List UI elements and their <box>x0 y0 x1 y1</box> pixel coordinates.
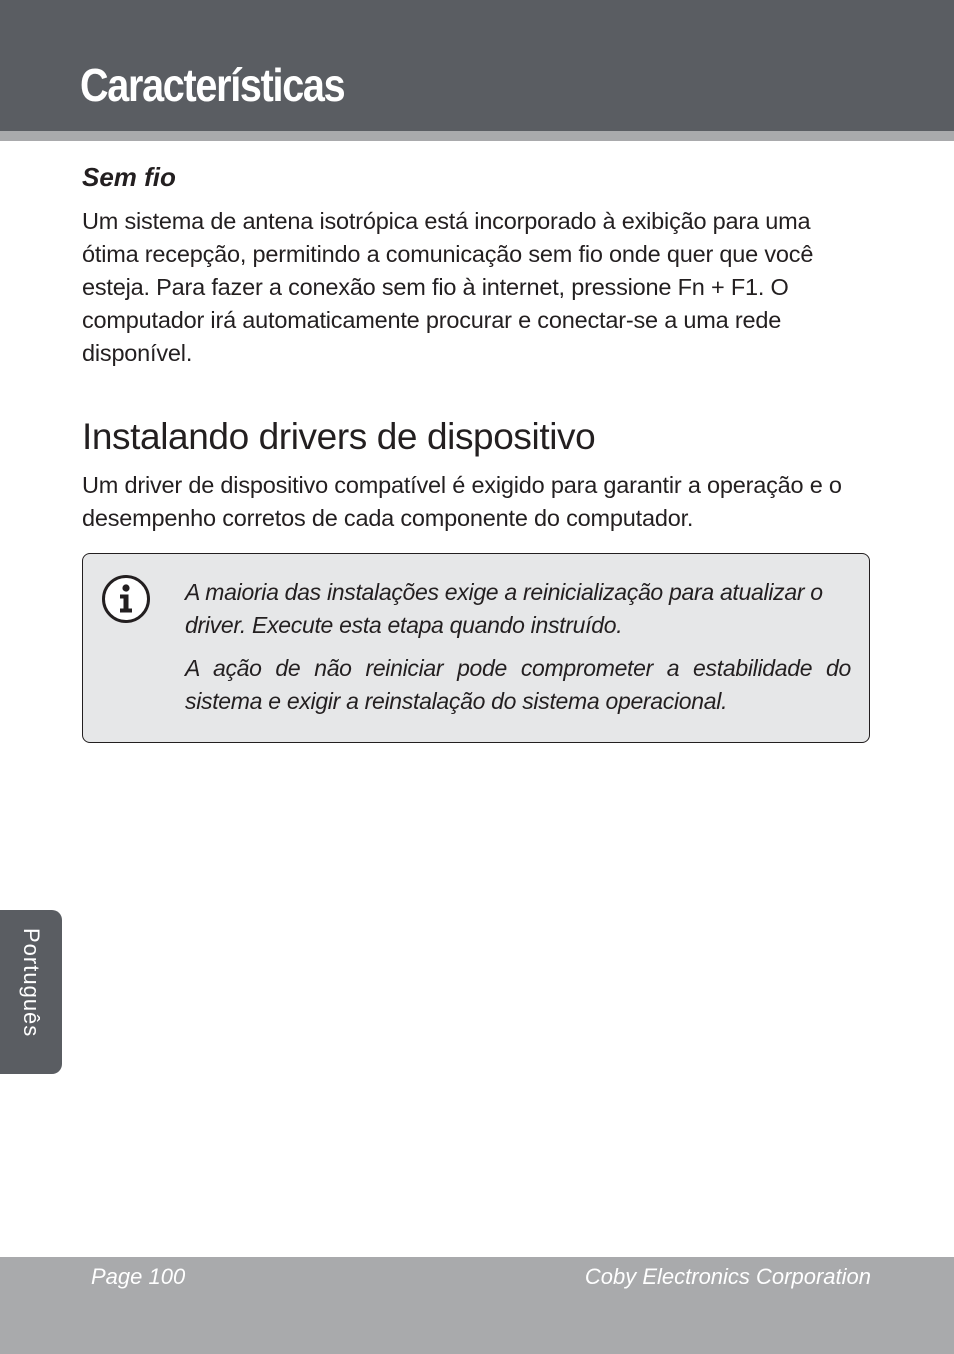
drivers-paragraph: Um driver de dispositivo compatível é exigido para garantir a operação e o desempenho corretos de cada componente do computador. <box>82 472 842 531</box>
drivers-heading: Instalando drivers de dispositivo <box>82 416 596 457</box>
language-tab-label: Português <box>19 928 44 1038</box>
wireless-paragraph: Um sistema de antena isotrópica está incorporado à exibição para uma ótima recepção, permitindo a comunicação sem fio onde quer que você esteja. Para fazer a conexão sem fio à internet, pressione Fn + F1. O computador irá automaticamente procurar e conectar-se a uma rede disponível. <box>82 208 814 366</box>
note-text-2: A ação de não reiniciar pode comprometer a estabilidade do sistema e exigir a reinstalação do sistema operacional. <box>185 655 851 714</box>
header-rule <box>0 131 954 141</box>
page-title: Características <box>80 59 345 111</box>
wireless-heading: Sem fio <box>82 162 176 192</box>
footer-company: Coby Electronics Corporation <box>584 1264 871 1289</box>
footer-page-number: Page 100 <box>91 1264 186 1289</box>
note-box <box>82 553 870 743</box>
language-tab <box>0 910 62 1074</box>
info-icon <box>101 574 151 624</box>
note-text-1: A maioria das instalações exige a reinicialização para atualizar o driver. Execute esta etapa quando instruído. <box>185 579 823 638</box>
